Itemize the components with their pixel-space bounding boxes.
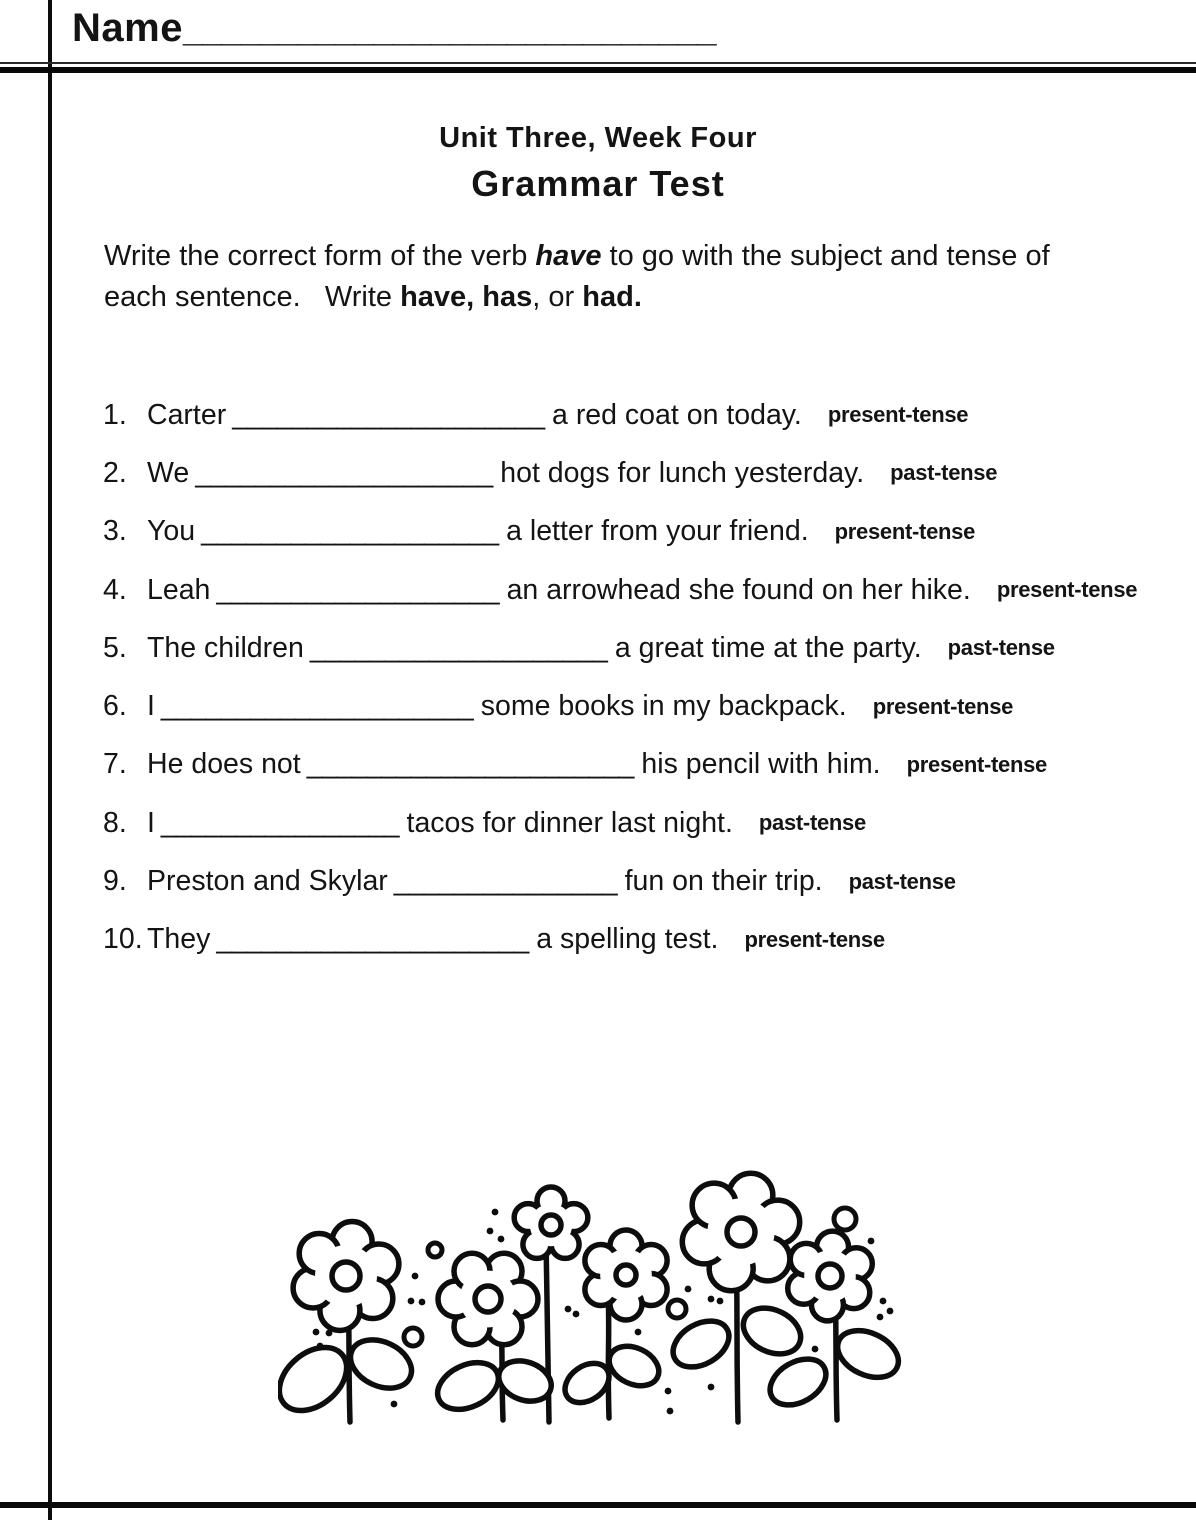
item-pre-text: Carter [147,398,227,431]
item-pre-text: We [147,456,190,489]
question-list [103,386,1163,969]
item-post-text: a red coat on today. [552,398,802,431]
item-number: 9. [103,865,127,898]
footer-rule [0,1502,1196,1508]
answer-blank: ______________________ [306,748,634,781]
page-title: Grammar Test [471,163,725,204]
item-number: 4. [103,573,127,606]
item-pre-text: He does not [147,748,301,781]
item-pre-text: You [147,515,196,548]
instructions-text: Write the correct form of the verb [104,240,536,272]
item-pre-text: They [147,923,211,956]
worksheet-item [103,386,1163,444]
tense-label: past-tense [758,810,866,836]
separator: , [466,281,483,313]
tense-label: past-tense [848,868,956,894]
name-blank-line: ____________________________ [182,8,716,49]
word-has: has [482,281,533,313]
item-post-text: fun on their trip. [624,865,823,898]
item-post-text: some books in my backpack. [480,690,847,723]
word-had: had [582,281,634,313]
answer-blank: _____________________ [232,398,545,431]
worksheet-item [103,561,1163,619]
worksheet-header [50,122,1146,205]
verb-have-italic: have [535,240,602,272]
answer-blank: ____________________ [309,631,607,664]
worksheet-item [103,852,1163,910]
item-post-text: a great time at the party. [614,631,922,664]
header-rule-thick [0,67,1196,73]
item-number: 10. [103,923,143,956]
unit-week-subtitle: Unit Three, Week Four [439,122,757,154]
item-post-text: a letter from your friend. [506,515,809,548]
item-post-text: hot dogs for lunch yesterday. [500,456,865,489]
worksheet-item [103,619,1163,677]
flower-garden-clipart [278,1164,912,1436]
answer-blank: _______________ [393,865,617,898]
word-have: have [400,281,467,313]
item-pre-text: I [147,806,155,839]
tense-label: present-tense [872,693,1014,719]
item-number: 6. [103,690,127,723]
item-pre-text: Preston and Skylar [147,865,388,898]
answer-blank: _____________________ [160,690,473,723]
item-number: 7. [103,748,127,781]
item-number: 1. [103,398,127,431]
separator: , or [532,281,583,313]
item-post-text: tacos for dinner last night. [406,806,733,839]
worksheet-item [103,794,1163,852]
item-pre-text: I [147,690,155,723]
worksheet-item [103,677,1163,735]
worksheet-item [103,444,1163,502]
answer-blank: _____________________ [216,923,529,956]
worksheet-item [103,736,1163,794]
tense-label: present-tense [996,577,1138,603]
name-label: Name [72,6,183,50]
tense-label: present-tense [827,402,969,428]
tense-label: past-tense [947,635,1055,661]
answer-blank: ________________ [160,806,399,839]
answer-blank: ____________________ [195,456,493,489]
item-number: 5. [103,631,127,664]
header-rule-thin [0,62,1196,64]
item-post-text: a spelling test. [536,923,719,956]
tense-label: present-tense [744,926,885,952]
answer-blank: ___________________ [216,573,499,606]
tense-label: present-tense [834,518,976,544]
name-row [72,6,716,51]
worksheet-item [103,911,1163,969]
instructions-text: to go with the subject and tense of [601,240,1050,272]
worksheet-item [103,503,1163,561]
tense-label: past-tense [890,460,998,486]
item-pre-text: The children [147,631,304,664]
instructions-text: each sentence. Write [104,281,401,313]
item-post-text: his pencil with him. [641,748,881,781]
period: . [633,281,642,313]
item-number: 2. [103,456,127,489]
left-margin-rule [48,0,52,1520]
item-number: 3. [103,515,127,548]
tense-label: present-tense [906,751,1047,777]
item-post-text: an arrowhead she found on her hike. [506,573,971,606]
item-pre-text: Leah [147,573,211,606]
instructions [104,236,1146,318]
answer-blank: ____________________ [201,515,499,548]
item-number: 8. [103,806,127,839]
